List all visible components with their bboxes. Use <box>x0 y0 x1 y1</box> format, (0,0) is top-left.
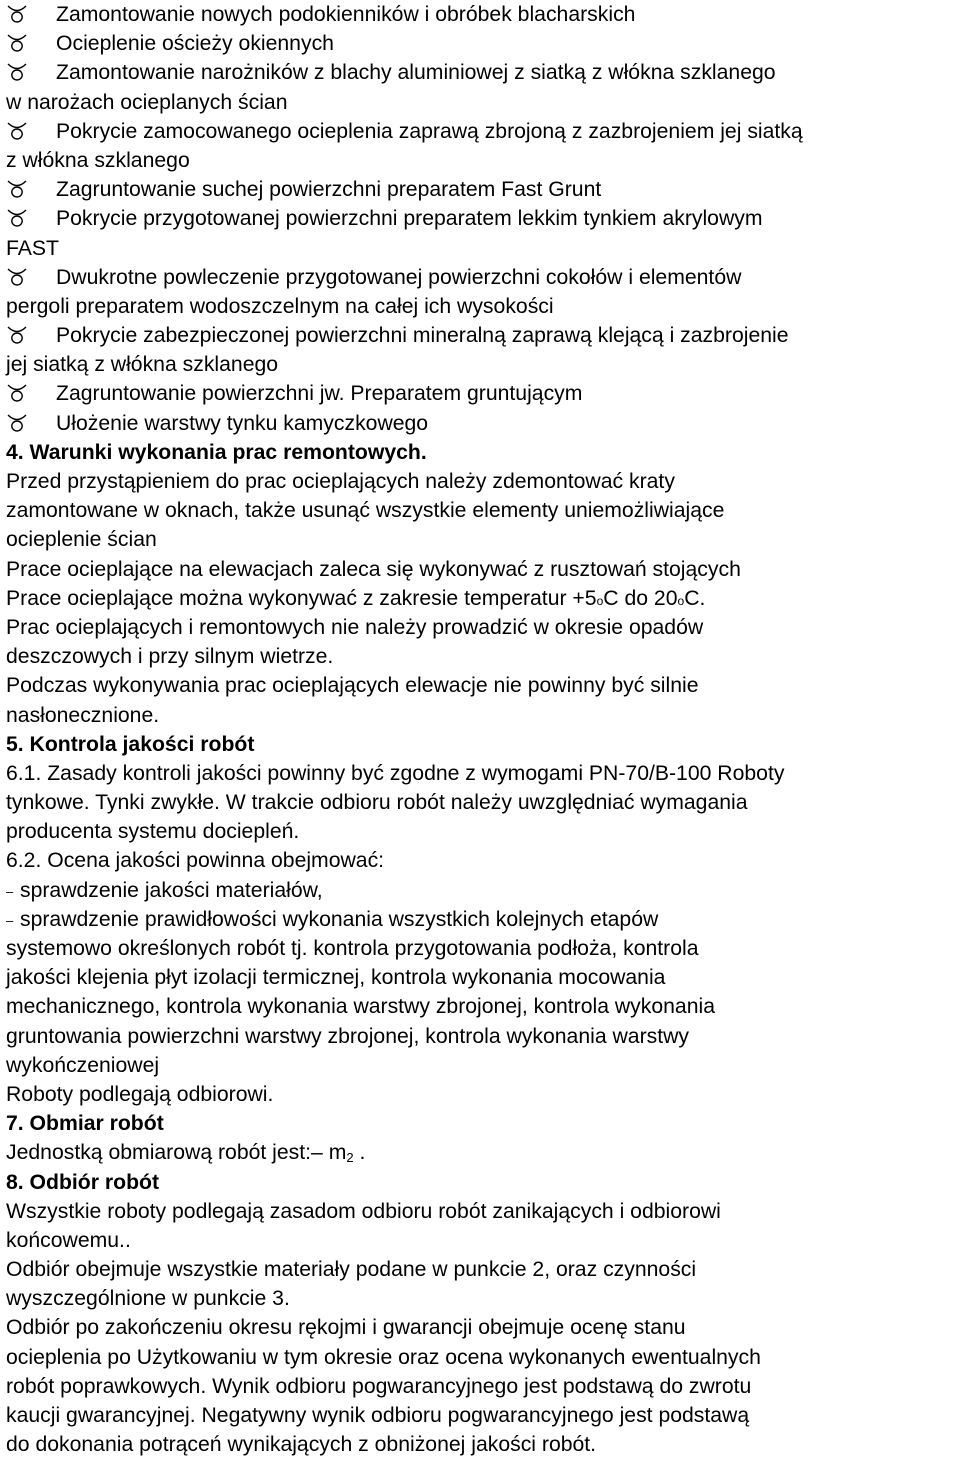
bullet-icon <box>6 383 28 403</box>
dash-marker: – <box>6 883 14 899</box>
paragraph-line: ocieplenie ścian <box>6 528 157 552</box>
bullet-item <box>6 117 960 146</box>
section-5-dash-list <box>6 876 960 934</box>
bullet-icon <box>6 121 28 141</box>
paragraph-line: robót poprawkowych. Wynik odbioru pogwarancyjnego jest podstawą do zwrotu <box>6 1374 752 1398</box>
section-8-heading: 8. Odbiór robót <box>6 1170 160 1194</box>
bullet-icon <box>6 267 28 287</box>
bullet-item <box>6 58 960 87</box>
bullet-continuation: FAST <box>6 236 59 260</box>
section-7-heading: 7. Obmiar robót <box>6 1112 164 1136</box>
dash-text: sprawdzenie prawidłowości wykonania wszystkich kolejnych etapów <box>20 907 659 931</box>
bullet-item <box>6 321 960 350</box>
bullet-continuation: pergoli preparatem wodoszczelnym na całej ich wysokości <box>6 294 554 318</box>
section-5-heading: 5. Kontrola jakości robót <box>6 732 255 756</box>
section-5-body-2 <box>6 934 960 1109</box>
bullet-text: Pokrycie zabezpieczonej powierzchni mineralną zaprawą klejącą i zazbrojenie <box>56 324 789 348</box>
dash-marker: – <box>6 912 14 928</box>
bullet-item <box>6 175 960 204</box>
bullet-continuation: w narożach ocieplanych ścian <box>6 90 288 114</box>
paragraph-line: Prac ocieplających i remontowych nie należy prowadzić w okresie opadów <box>6 615 704 639</box>
unit-line: Jednostką obmiarową robót jest:– $m_2$ . <box>6 1141 366 1166</box>
paragraph-line: jakości klejenia płyt izolacji termicznej, kontrola wykonania mocowania <box>6 966 666 990</box>
bullet-text: Ułożenie warstwy tynku kamyczkowego <box>56 411 429 435</box>
bullet-list <box>6 0 960 438</box>
paragraph-line: Podczas wykonywania prac ocieplających elewacje nie powinny być silnie <box>6 674 699 698</box>
bullet-text: Dwukrotne powleczenie przygotowanej powierzchni cokołów i elementów <box>56 265 742 289</box>
bullet-text: Ocieplenie ościeży okiennych <box>56 32 334 56</box>
section-5-body <box>6 759 960 876</box>
dash-text: sprawdzenie jakości materiałów, <box>20 878 323 902</box>
paragraph-line: ocieplenia po Użytkowaniu w tym okresie oraz ocena wykonanych ewentualnych <box>6 1345 761 1369</box>
bullet-text: Zagruntowanie suchej powierzchni preparatem Fast Grunt <box>56 178 602 202</box>
bullet-text: Zagruntowanie powierzchni jw. Preparatem gruntującym <box>56 382 583 406</box>
section-4-body-2 <box>6 613 960 730</box>
bullet-continuation: z włókna szklanego <box>6 148 190 172</box>
paragraph-line: producenta systemu dociepleń. <box>6 820 300 844</box>
paragraph-line: Odbiór po zakończeniu okresu rękojmi i gwarancji obejmuje ocenę stanu <box>6 1316 686 1340</box>
bullet-item <box>6 29 960 58</box>
paragraph-line: tynkowe. Tynki zwykłe. W trakcie odbioru robót należy uwzględniać wymagania <box>6 791 748 815</box>
bullet-icon <box>6 208 28 228</box>
section-4-heading: 4. Warunki wykonania prac remontowych. <box>6 440 427 464</box>
bullet-item <box>6 204 960 233</box>
paragraph-line: mechanicznego, kontrola wykonania warstwy zbrojonej, kontrola wykonania <box>6 995 715 1019</box>
paragraph-line: zamontowane w oknach, także usunąć wszystkie elementy uniemożliwiające <box>6 499 725 523</box>
temperature-line: Prace ocieplające można wykonywać z zakresie temperatur +5oC do 20oC. <box>6 586 706 610</box>
paragraph-line: kaucji gwarancyjnej. Negatywny wynik odbioru pogwarancyjnego jest podstawą <box>6 1404 750 1427</box>
paragraph-line: końcowemu.. <box>6 1228 131 1252</box>
paragraph-line: Wszystkie roboty podlegają zasadom odbioru robót zanikających i odbiorowi <box>6 1199 721 1223</box>
dash-item <box>6 905 960 934</box>
bullet-item <box>6 379 960 408</box>
paragraph-line: deszczowych i przy silnym wietrze. <box>6 645 334 669</box>
paragraph-line: 6.1. Zasady kontroli jakości powinny być zgodne z wymogami PN-70/B-100 Roboty <box>6 761 785 785</box>
paragraph-line: nasłonecznione. <box>6 703 160 727</box>
paragraph-line: Roboty podlegają odbiorowi. <box>6 1082 274 1106</box>
bullet-icon <box>6 33 28 53</box>
paragraph-line: 6.2. Ocena jakości powinna obejmować: <box>6 849 385 873</box>
bullet-icon <box>6 413 28 433</box>
paragraph-line: wykończeniowej <box>6 1053 160 1077</box>
bullet-item <box>6 409 960 438</box>
bullet-item <box>6 263 960 292</box>
bullet-icon <box>6 325 28 345</box>
section-8-body <box>6 1197 960 1460</box>
paragraph-line: gruntowania powierzchni warstwy zbrojonej, kontrola wykonania warstwy <box>6 1024 690 1048</box>
paragraph-line: do dokonania potrąceń wynikających z obniżonej jakości robót. <box>6 1433 597 1457</box>
paragraph-line: Przed przystąpieniem do prac ocieplających należy zdemontować kraty <box>6 470 675 493</box>
bullet-icon <box>6 179 28 199</box>
bullet-continuation: jej siatką z włókna szklanego <box>6 353 279 377</box>
paragraph-line: Odbiór obejmuje wszystkie materiały podane w punkcie 2, oraz czynności <box>6 1258 697 1282</box>
paragraph-line: Prace ocieplające na elewacjach zaleca się wykonywać z rusztowań stojących <box>6 557 741 581</box>
bullet-text: Pokrycie przygotowanej powierzchni preparatem lekkim tynkiem akrylowym <box>56 207 763 231</box>
paragraph-line: wyszczególnione w punkcie 3. <box>6 1287 290 1311</box>
bullet-text: Zamontowanie narożników z blachy aluminiowej z siatką z włókna szklanego <box>56 61 776 85</box>
paragraph-line: systemowo określonych robót tj. kontrola przygotowania podłoża, kontrola <box>6 937 699 960</box>
bullet-icon <box>6 4 28 24</box>
dash-item <box>6 876 960 905</box>
bullet-text: Pokrycie zamocowanego ocieplenia zaprawą zbrojoną z zazbrojeniem jej siatką <box>56 119 803 143</box>
bullet-icon <box>6 62 28 82</box>
section-4-body <box>6 467 960 584</box>
bullet-item <box>6 0 960 29</box>
bullet-text: Zamontowanie nowych podokienników i obróbek blacharskich <box>56 3 636 26</box>
